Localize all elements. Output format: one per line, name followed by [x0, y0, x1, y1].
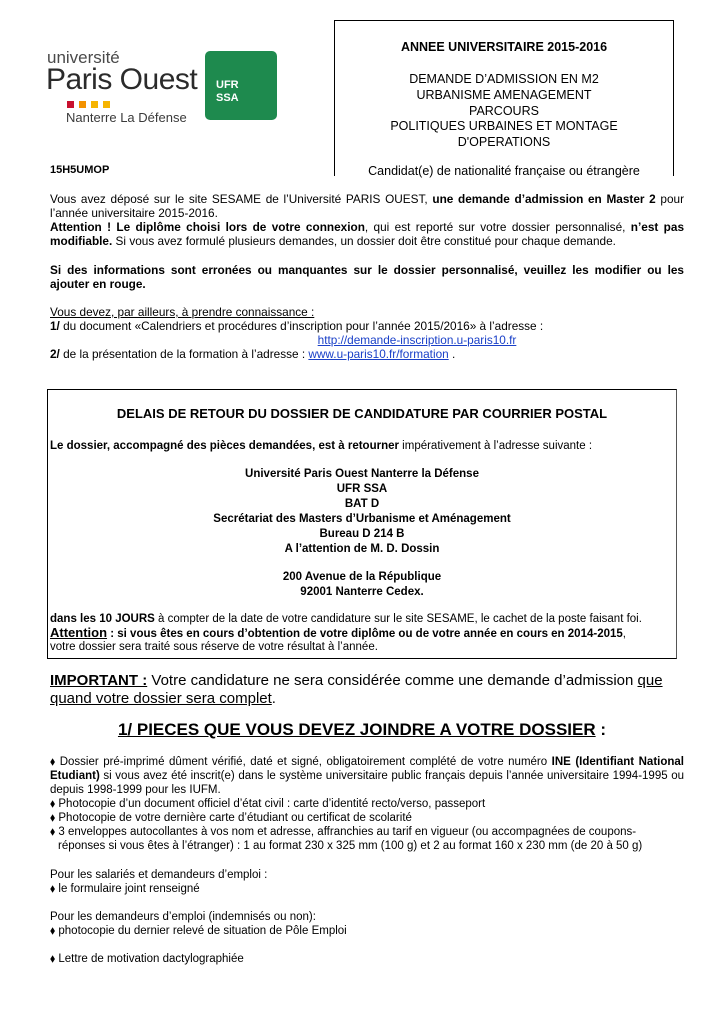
delay-deadline [50, 612, 676, 626]
important-label: IMPORTANT : [50, 672, 148, 689]
bullet-icon: ⬧ [50, 925, 56, 937]
piece-item-1 [50, 755, 684, 797]
bullet-icon: ⬧ [50, 812, 56, 824]
important-text: Votre candidature ne sera considérée comme une demande d’admission [147, 672, 638, 689]
section-1-title-text: 1/ PIECES QUE VOUS DEVEZ JOINDRE A VOTRE DOSSIER [117, 720, 596, 739]
ufr-logo-line1: UFR [216, 79, 239, 91]
formation-link[interactable]: www.u-paris10.fr/formation [308, 347, 449, 361]
intro-p2-bold2: n’est pas modifiable. [50, 220, 685, 248]
read-title-text: Vous devez, par ailleurs, à prendre connaissance : [50, 305, 315, 319]
salaries-title: Pour les salariés et demandeurs d’emploi : [50, 869, 268, 881]
demandeurs-item-text: photocopie du dernier relevé de situation de Pôle Emploi [58, 925, 347, 937]
important-notice-line2 [50, 690, 276, 708]
address-line-6: A l’attention de M. D. Dossin [284, 543, 440, 555]
piece-item-2 [50, 797, 684, 811]
piece-2-text: Photocopie d’un document officiel d’état civil : carte d’identité recto/verso, passeport [58, 798, 486, 810]
attention-word: Attention [50, 625, 108, 640]
piece-4-text: 3 enveloppes autocollantes à vos nom et adresse, affranchies au tarif en vigueur (ou accompagnées de coupons- [58, 826, 637, 838]
demandeurs-title: Pour les demandeurs d’emploi (indemnisés ou non): [50, 911, 316, 923]
item-2-text: de la présentation de la formation à l’adresse : [59, 347, 309, 361]
mailing-address [47, 467, 677, 600]
bullet-icon: ⬧ [50, 798, 56, 810]
intro-paragraph-2 [50, 220, 684, 248]
salaries-item-text: le formulaire joint renseigné [58, 883, 200, 895]
bullet-icon: ⬧ [50, 756, 56, 768]
logo-square-3 [91, 101, 98, 108]
intro-paragraph-3: Si des informations sont erronées ou manquantes sur le dossier personnalisé, veuillez les modifier ou les ajouter en rouge. [50, 263, 684, 291]
calendar-link[interactable]: http://demande-inscription.u-paris10.fr [317, 333, 517, 347]
important-text-underlined-2: quand votre dossier sera complet [50, 690, 272, 707]
piece-3-text: Photocopie de votre dernière carte d’étudiant ou certificat de scolarité [58, 812, 412, 824]
lettre-item [50, 952, 244, 966]
important-text-underlined-1: que [637, 672, 663, 689]
logo-square-2 [79, 101, 86, 108]
logo-square-4 [103, 101, 110, 108]
address-line-7: 200 Avenue de la République [282, 571, 442, 583]
program-code: 15H5UMOP [50, 164, 110, 176]
delay-intro-rest: impérativement à l’adresse suivante : [398, 440, 593, 452]
address-line-5: Bureau D 214 B [319, 528, 405, 540]
item-1-num: 1/ [50, 319, 60, 333]
academic-year: ANNEE UNIVERSITAIRE 2015-2016 [400, 40, 608, 54]
candidat-line: Candidat(e) de nationalité française ou étrangère [368, 164, 640, 178]
demandeurs-item [50, 924, 347, 938]
university-logo-name: Paris Ouest [46, 63, 198, 96]
delay-intro-bold: Le dossier, accompagné des pièces demandées, est à retourner [50, 440, 399, 452]
header-box [334, 20, 674, 176]
header-line-1: DEMANDE D’ADMISSION EN M2 [409, 72, 599, 86]
intro-read-title [50, 305, 684, 319]
intro-p1-end: pour l’année universitaire 2015-2016. [50, 192, 685, 220]
attention-comma: , [622, 628, 626, 640]
address-line-3: BAT D [344, 498, 380, 510]
item-2-num: 2/ [50, 347, 60, 361]
important-notice [50, 672, 686, 690]
header-line-4: POLITIQUES URBAINES ET MONTAGE [390, 119, 618, 133]
address-line-2: UFR SSA [336, 483, 388, 495]
ufr-logo-line2: SSA [216, 92, 239, 104]
address-line-8: 92001 Nanterre Cedex. [300, 586, 424, 598]
piece-item-4 [50, 825, 690, 839]
attention-bold: : si vous êtes en cours d’obtention de votre diplôme ou de votre année en cours en 2014-2015 [107, 628, 623, 640]
logo-square-1 [67, 101, 74, 108]
intro-p1-text: Vous avez déposé sur le site SESAME de l’Université PARIS OUEST, [50, 192, 433, 206]
intro-p2-text: , qui est reporté sur votre dossier personnalisé, [364, 220, 631, 234]
section-1-title [0, 720, 724, 740]
intro-read-item-2 [50, 347, 684, 361]
intro-read-item-1 [50, 319, 684, 333]
delay-box-title: DELAIS DE RETOUR DU DOSSIER DE CANDIDATURE PAR COURRIER POSTAL [116, 406, 608, 421]
piece-1-end: si vous avez été inscrit(e) dans le système universitaire public français depuis l’année universitaire 1994-1995 ou depuis 1998-1999 pour les IUFM. [50, 770, 684, 796]
intro-p2-end: Si vous avez formulé plusieurs demandes, un dossier doit être constitué pour chaque demande. [112, 234, 616, 248]
calendar-link-row [137, 333, 697, 347]
important-end: . [271, 690, 276, 707]
deadline-rest: à compter de la date de votre candidature sur le site SESAME, le cachet de la poste faisant foi. [154, 613, 642, 625]
delay-attention [50, 626, 676, 641]
header-line-3: PARCOURS [469, 104, 539, 118]
intro-p1-bold: une demande d’admission en Master 2 [432, 192, 656, 206]
item-1-text: du document «Calendriers et procédures d’inscription pour l’année 2015/2016» à l’adresse : [59, 319, 544, 333]
address-line-4: Secrétariat des Masters d’Urbanisme et Aménagement [213, 513, 511, 525]
delay-attention-line2: votre dossier sera traité sous réserve de votre résultat à l’année. [50, 641, 378, 653]
header-line-2: URBANISME AMENAGEMENT [416, 88, 592, 102]
intro-p2-bold: Attention ! Le diplôme choisi lors de votre connexion [50, 220, 365, 234]
bullet-icon: ⬧ [50, 883, 56, 895]
bullet-icon: ⬧ [50, 953, 56, 965]
lettre-item-text: Lettre de motivation dactylographiée [58, 953, 244, 965]
header-line-5: D'OPERATIONS [457, 135, 551, 149]
piece-item-4-line2: réponses si vous êtes à l’étranger) : 1 au format 230 x 325 mm (100 g) et 2 au format 160 x 230 mm (de 20 à 50 g) [58, 840, 643, 852]
piece-item-3 [50, 811, 684, 825]
salaries-item [50, 882, 200, 896]
intro-paragraph-1 [50, 192, 684, 220]
bullet-icon: ⬧ [50, 826, 56, 838]
university-logo-subtitle: Nanterre La Défense [66, 110, 187, 125]
deadline-bold: dans les 10 JOURS [50, 613, 155, 625]
piece-1-text: Dossier pré-imprimé dûment vérifié, daté et signé, obligatoirement complété de votre numéro [55, 756, 552, 768]
address-line-1: Université Paris Ouest Nanterre la Défense [245, 468, 479, 480]
item-2-end: . [448, 347, 456, 361]
ufr-logo [205, 51, 277, 120]
university-logo-line1: université [47, 48, 120, 67]
section-1-title-colon: : [595, 720, 607, 739]
piece-1-bold: INE (Identifiant National Etudiant) [50, 756, 684, 782]
delay-intro [50, 439, 674, 453]
